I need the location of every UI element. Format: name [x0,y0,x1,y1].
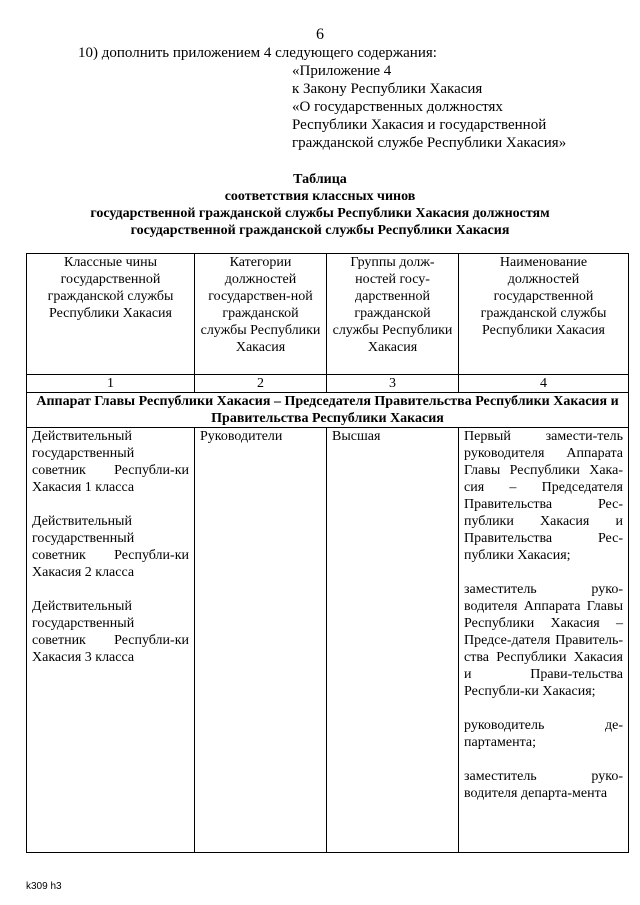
footer-code: k309 h3 [26,881,62,892]
rank-item: Действительный государственный советник Республи-ки Хакасия 2 класса [32,514,189,580]
column-number: 1 [27,375,195,393]
positions-cell [459,428,629,853]
category-cell: Руководители [195,428,327,853]
column-number: 2 [195,375,327,393]
header-cell: Классные чины государственной гражданской службы Республики Хакасия [27,254,195,375]
appendix-caption [292,62,566,152]
table-row [27,428,629,853]
group-cell: Высшая [327,428,459,853]
intro-line: 10) дополнить приложением 4 следующего содержания: [78,45,437,61]
column-number-row [27,375,629,393]
title-line: государственной гражданской службы Республики Хакасия должностям [90,206,550,221]
header-cell: Группы долж-ностей госу-дарственной гражданской службы Республики Хакасия [327,254,459,375]
header-cell: Категории должностей государствен-ной гражданской службы Республики Хакасия [195,254,327,375]
section-heading: Аппарат Главы Республики Хакасия – Председателя Правительства Республики Хакасия и Правительства Республики Хакасия [27,393,629,428]
table-title [0,171,640,239]
header-cell: Наименование должностей государственной гражданской службы Республики Хакасия [459,254,629,375]
position-item: заместитель руко-водителя департа-мента [464,769,623,801]
rank-item: Действительный государственный советник Республи-ки Хакасия 1 класса [32,429,189,495]
ranks-cell [27,428,195,853]
table-header-row [27,254,629,375]
rank-item: Действительный государственный советник Республи-ки Хакасия 3 класса [32,599,189,665]
position-item: Первый замести-тель руководителя Аппарата Главы Республики Хака-сия – Председателя Правительства Рес-публики Хакасия и Правительства Рес-публики Хакасия; [464,429,623,563]
position-item: руководитель де-партамента; [464,718,623,750]
title-line: соответствия классных чинов [224,189,416,204]
title-line: государственной гражданской службы Республики Хакасия [130,223,510,238]
title-line: Таблица [293,172,347,187]
position-item: заместитель руко-водителя Аппарата Главы Республики Хакасия – Предсе-дателя Правитель-ства Республики Хакасия и Прави-тельства Республи-ки Хакасия; [464,582,623,699]
column-number: 3 [327,375,459,393]
appendix-line: «Приложение 4 [292,63,392,79]
appendix-line: Республики Хакасия и государственной [292,117,547,133]
appendix-line: гражданской службе Республики Хакасия» [292,135,567,151]
appendix-line: к Закону Республики Хакасия [292,81,483,97]
page-number: 6 [316,26,324,43]
column-number: 4 [459,375,629,393]
section-row [27,393,629,428]
correspondence-table [26,253,629,853]
appendix-line: «О государственных должностях [292,99,503,115]
